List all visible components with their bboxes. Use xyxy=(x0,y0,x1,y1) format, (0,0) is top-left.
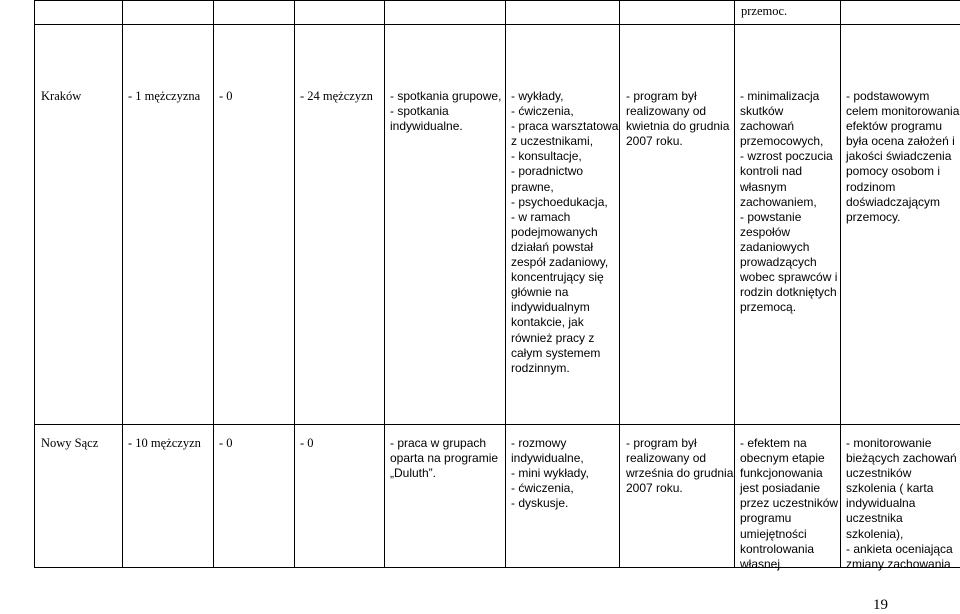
cell-text-line: pomocy osobom i xyxy=(846,164,941,179)
cell-text-line: - praca w grupach xyxy=(390,436,487,450)
cell-text-line: kwietnia do grudnia xyxy=(626,119,730,134)
cell-text-line: podejmowanych xyxy=(511,224,598,239)
cell-text-line: indywidualnym xyxy=(511,300,590,315)
page-number: 19 xyxy=(873,597,888,613)
cell-text-line: rodzinom xyxy=(846,179,896,194)
cell-period xyxy=(626,436,733,496)
cell-women: - 0 xyxy=(219,89,233,103)
table-col-line-3 xyxy=(294,0,295,568)
cell-text-line: rodzinnym. xyxy=(511,360,570,375)
cell-text-line: zespołów xyxy=(740,224,791,239)
table-col-line-2 xyxy=(213,0,214,568)
cell-text-line: doświadczającym xyxy=(846,194,941,209)
cell-text-line: koncentrujący się xyxy=(511,270,604,285)
cell-text-line: prowadzących xyxy=(740,255,817,270)
table-col-line-1 xyxy=(122,0,123,568)
cell-forms xyxy=(390,436,498,481)
cell-text-line: kontrolowania xyxy=(740,541,815,556)
cell-text-line: jest posiadanie xyxy=(740,481,821,496)
table-col-line-7 xyxy=(734,0,735,568)
cell-text-line: indywidualna xyxy=(846,496,916,511)
cell-text-line: indywidualne, xyxy=(511,451,584,466)
cell-text-line: wobec sprawców i xyxy=(740,270,838,285)
cell-methods xyxy=(511,436,589,511)
cell-text-line: bieżących zachowań xyxy=(846,451,957,466)
cell-text-line: szkolenia ( karta xyxy=(846,481,934,496)
cell-text-line: indywidualne. xyxy=(390,119,463,134)
cell-text-line: - wzrost poczucia xyxy=(740,149,833,164)
cell-forms xyxy=(390,89,501,134)
cell-text-line: własnej xyxy=(740,556,781,571)
cell-text-line: - spotkania grupowe, xyxy=(390,89,502,103)
cell-text-line: - rozmowy xyxy=(511,436,567,450)
cell-text-line: - mini wykłady, xyxy=(511,466,589,481)
cell-text-line: realizowany od xyxy=(626,451,707,466)
cell-text-line: zespół zadaniowy, xyxy=(511,255,609,270)
cell-city: Kraków xyxy=(41,89,82,103)
cell-text-line: umiejętności xyxy=(740,526,807,541)
table-border-top xyxy=(34,0,960,1)
cell-text-line: - praca warsztatowa xyxy=(511,119,619,134)
cell-text-line: celem monitorowania xyxy=(846,104,960,119)
cell-count: - 0 xyxy=(300,436,314,450)
cell-text-line: przez uczestników xyxy=(740,496,839,511)
cell-text-line: - monitorowanie xyxy=(846,436,932,450)
cell-text-line: programu xyxy=(740,511,792,526)
table-row-divider-2 xyxy=(34,424,960,425)
cell-text-line: kontroli nad xyxy=(740,164,803,179)
cell-text-line: - wykłady, xyxy=(511,89,564,103)
cell-men: - 10 mężczyzn xyxy=(128,436,201,450)
cell-text-line: całym systemem xyxy=(511,345,601,360)
cell-text-line: oparta na programie xyxy=(390,451,499,466)
cell-text-line: rodzin dotkniętych xyxy=(740,285,837,300)
cell-text-line: 2007 roku. xyxy=(626,481,683,496)
cell-text-line: również pracy z xyxy=(511,330,595,345)
table-col-line-5 xyxy=(505,0,506,568)
cell-text-line: realizowany od xyxy=(626,104,707,119)
table-col-line-8 xyxy=(840,0,841,568)
cell-text-line: jakości świadczenia xyxy=(846,149,952,164)
cell-text-line: przemocowych, xyxy=(740,134,824,149)
cell-text-line: zachowaniem, xyxy=(740,194,817,209)
cell-monitoring xyxy=(846,89,959,225)
cell-results xyxy=(740,89,837,315)
table-col-line-4 xyxy=(384,0,385,568)
cell-text-line: z uczestnikami, xyxy=(511,134,594,149)
cell-text-line: - spotkania xyxy=(390,104,449,119)
table-col-line-0 xyxy=(34,0,35,568)
cell-text-line: - psychoedukacja, xyxy=(511,194,608,209)
cell-text-line: - powstanie xyxy=(740,209,802,224)
cell-text-line: września do grudnia xyxy=(626,466,734,481)
cell-text-line: - konsultacje, xyxy=(511,149,582,164)
table-col-line-6 xyxy=(619,0,620,568)
cell-text-line: szkolenia), xyxy=(846,526,904,541)
cell-text-line: - program był xyxy=(626,89,697,103)
cell-text-line: - ćwiczenia, xyxy=(511,481,574,496)
top-fragment-text: przemoc. xyxy=(741,4,788,18)
cell-text-line: własnym xyxy=(740,179,787,194)
cell-text-line: przemocy. xyxy=(846,209,901,224)
cell-text-line: kontakcie, jak xyxy=(511,315,584,330)
cell-text-line: funkcjonowania xyxy=(740,466,823,481)
cell-text-line: uczestnika xyxy=(846,511,903,526)
cell-text-line: - podstawowym xyxy=(846,89,930,103)
cell-results xyxy=(740,436,838,572)
cell-text-line: - poradnictwo xyxy=(511,164,584,179)
cell-text-line: - ankieta oceniająca xyxy=(846,541,953,556)
cell-text-line: zadaniowych xyxy=(740,239,810,254)
cell-text-line: efektów programu xyxy=(846,119,943,134)
cell-text-line: była ocena założeń i xyxy=(846,134,955,149)
cell-city: Nowy Sącz xyxy=(41,436,99,450)
cell-monitoring xyxy=(846,436,957,572)
cell-text-line: - minimalizacja xyxy=(740,89,820,103)
cell-period xyxy=(626,89,729,149)
cell-text-line: działań powstał xyxy=(511,239,594,254)
cell-methods xyxy=(511,89,618,376)
cell-text-line: przemocą. xyxy=(740,300,797,315)
cell-men: - 1 mężczyzna xyxy=(128,89,201,103)
table-row-divider-1 xyxy=(34,24,960,25)
cell-text-line: - program był xyxy=(626,436,697,450)
cell-text-line: zmiany zachowania xyxy=(846,556,951,571)
cell-text-line: prawne, xyxy=(511,179,554,194)
cell-text-line: - efektem na xyxy=(740,436,807,450)
cell-count: - 24 mężczyzn xyxy=(300,89,373,103)
cell-text-line: - ćwiczenia, xyxy=(511,104,574,119)
cell-text-line: obecnym etapie xyxy=(740,451,825,466)
cell-text-line: zachowań xyxy=(740,119,795,134)
cell-women: - 0 xyxy=(219,436,233,450)
cell-text-line: - w ramach xyxy=(511,209,571,224)
cell-text-line: 2007 roku. xyxy=(626,134,683,149)
cell-text-line: głównie na xyxy=(511,285,569,300)
cell-text-line: - dyskusje. xyxy=(511,496,569,511)
cell-text-line: „Duluth”. xyxy=(390,466,437,481)
cell-text-line: skutków xyxy=(740,104,784,119)
cell-text-line: uczestników xyxy=(846,466,912,481)
